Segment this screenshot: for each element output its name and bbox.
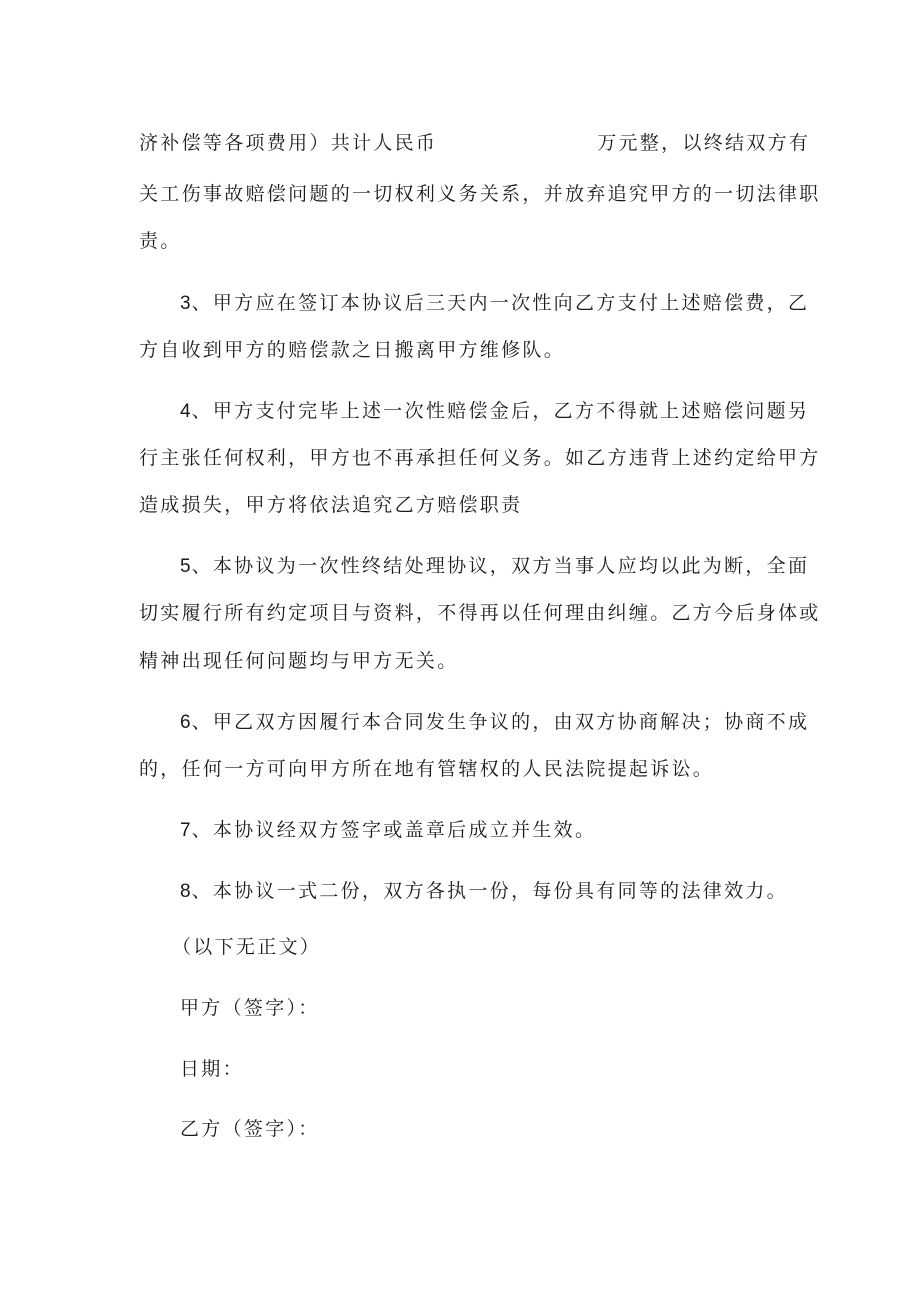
end-of-text-note: （以下无正文） — [172, 936, 322, 958]
clause-8-text: 、本协议一式二份，双方各执一份，每份具有同等的法律效力。 — [191, 880, 788, 902]
clause-2-text-before-blank: 济补偿等各项费用）共计人民币 — [139, 132, 438, 154]
clause-6-line-2: 的，任何一方可向甲方所在地有管辖权的人民法院提起诉讼。 — [139, 758, 715, 780]
clause-5-number: 5 — [180, 556, 192, 577]
party-a-signature-label: 甲方（签字）： — [180, 997, 320, 1019]
clause-4-line-1 — [180, 398, 830, 424]
clause-5-line-1 — [180, 553, 830, 579]
clause-6-line-1 — [180, 709, 830, 735]
clause-5-line-2: 切实履行所有约定项目与资料，不得再以任何理由纠缠。乙方今后身体或 — [139, 602, 821, 624]
clause-3-line-2: 方自收到甲方的赔偿款之日搬离甲方维修队。 — [139, 339, 566, 361]
clause-7-text: 、本协议经双方签字或盖章后成立并生效。 — [191, 819, 597, 841]
clause-7-line-1 — [180, 817, 830, 843]
clause-4-line-2: 行主张任何权利，甲方也不再承担任何义务。如乙方违背上述约定给甲方 — [139, 447, 821, 469]
clause-4-line-3: 造成损失，甲方将依法追究乙方赔偿职责 — [139, 494, 523, 516]
clause-6-text: 、甲乙双方因履行本合同发生争议的，由双方协商解决；协商不成 — [191, 711, 810, 733]
clause-7-number: 7 — [180, 820, 192, 841]
clause-5-line-3: 精神出现任何问题均与甲方无关。 — [139, 650, 459, 672]
clause-2-line-2: 关工伤事故赔偿问题的一切权利义务关系，并放弃追究甲方的一切法律职 — [139, 183, 821, 205]
clause-6-number: 6 — [180, 712, 192, 733]
clause-4-number: 4 — [180, 401, 192, 422]
clause-2-line-1 — [139, 130, 811, 156]
clause-2-line-3: 责。 — [139, 230, 182, 252]
clause-8-line-1 — [180, 878, 830, 904]
clause-3-text: 、甲方应在签订本协议后三天内一次性向乙方支付上述赔偿费，乙 — [191, 292, 810, 314]
party-b-signature-label: 乙方（签字）： — [180, 1118, 320, 1140]
clause-3-line-1 — [180, 290, 830, 316]
date-label: 日期： — [180, 1058, 244, 1080]
clause-5-text: 、本协议为一次性终结处理协议，双方当事人应均以此为断，全面 — [191, 555, 810, 577]
clause-2-text-after-blank: 万元整，以终结双方有 — [597, 132, 811, 154]
clause-3-number: 3 — [180, 293, 192, 314]
clause-4-text: 、甲方支付完毕上述一次性赔偿金后，乙方不得就上述赔偿问题另 — [191, 400, 810, 422]
clause-8-number: 8 — [180, 881, 192, 902]
